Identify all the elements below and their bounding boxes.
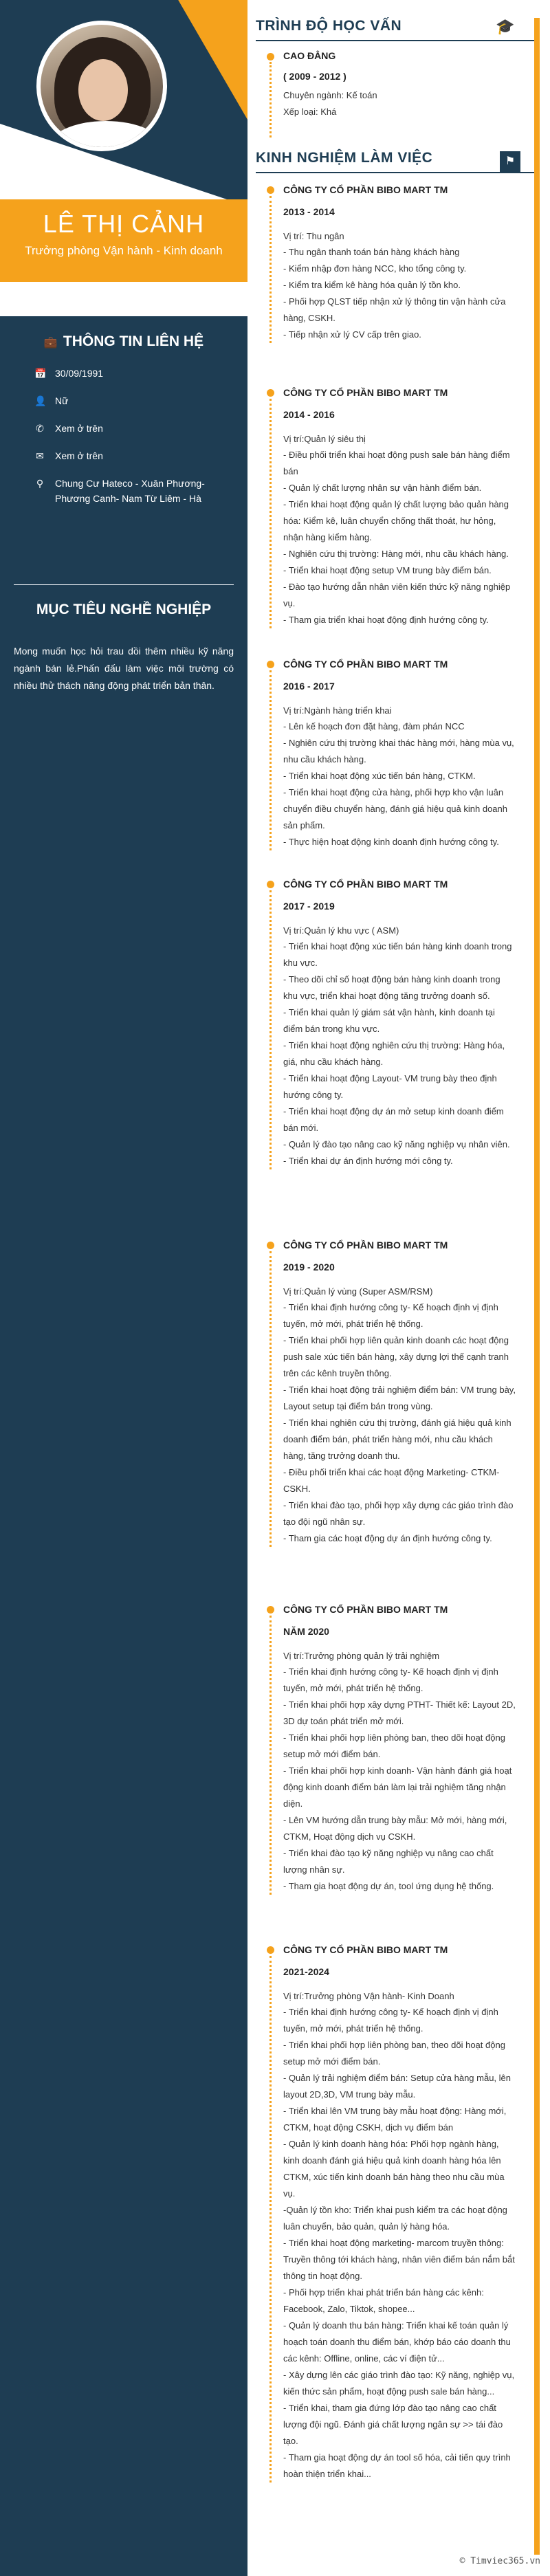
experience-duty: - Lên VM hướng dẫn trung bày mẫu: Mở mới, hàng mới, CTKM, Hoạt động dịch vụ CSKH.	[283, 1815, 507, 1842]
experience-duty: - Đào tạo hướng dẫn nhân viên kiến thức kỹ năng nghiệp vụ.	[283, 582, 511, 608]
experience-duty: - Triển khai định hướng công ty- Kế hoạch định vị định tuyến, mở mới, phát triển hệ thống.	[283, 1302, 498, 1329]
experience-duty: - Theo dõi chỉ số hoạt động bán hàng kinh doanh trong khu vực, triển khai hoạt động tăng trưởng doanh số.	[283, 974, 500, 1001]
education-item	[283, 48, 517, 120]
experience-duty: - Triển khai hoạt động dự án mở setup kinh doanh điểm bán mới.	[283, 1106, 504, 1133]
experience-duty: - Tham gia các hoạt động dự án định hướng công ty.	[283, 1533, 492, 1543]
timeline-line	[270, 1956, 272, 2483]
experience-role: Vị trí:Quản lý khu vực ( ASM)	[283, 925, 399, 936]
experience-item	[283, 877, 516, 1169]
location-icon: ⚲	[36, 478, 44, 489]
experience-company: CÔNG TY CỔ PHẦN BIBO MART TM	[283, 879, 448, 890]
timeline-line	[270, 1251, 272, 1547]
experience-duty: - Triển khai phối hợp kinh doanh- Vận hành đánh giá hoạt động kinh doanh điểm bán làm lại trải nghiệm tăng nhận diện.	[283, 1765, 512, 1809]
watermark: © Timviec365.vn	[459, 2556, 540, 2566]
timeline-line	[270, 670, 272, 850]
timeline-dot	[267, 186, 274, 194]
career-goal-text: Mong muốn học hỏi trau dồi thêm nhiều kỹ năng ngành bán lẻ.Phấn đấu làm việc môi trường có nhiều thử thách năng động phát triển bản thân.	[14, 646, 234, 691]
experience-duty: - Quản lý chất lượng nhân sự vận hành điểm bán.	[283, 483, 482, 493]
timeline-dot	[267, 661, 274, 668]
experience-years: 2013 - 2014	[283, 206, 335, 217]
experience-years: 2016 - 2017	[283, 681, 335, 692]
experience-item	[283, 1237, 516, 1547]
timeline-line	[270, 62, 272, 137]
experience-duty: - Triển khai nghiên cứu thị trường, đánh giá hiệu quả kinh doanh điểm bán, phát triển hàng mới, nhu cầu khách hàng, tăng trưởng doanh thu.	[283, 1418, 512, 1461]
experience-duty: - Triển khai phối hợp liên phòng ban, theo dõi hoạt động setup mở mới điểm bán.	[283, 1732, 505, 1759]
experience-duty: - Nghiên cứu thị trường: Hàng mới, nhu cầu khách hàng.	[283, 549, 509, 559]
experience-company: CÔNG TY CỔ PHẦN BIBO MART TM	[283, 659, 448, 670]
experience-duty: - Phối hợp triển khai phát triển bán hàng các kênh: Facebook, Zalo, Tiktok, shopee...	[283, 2287, 484, 2314]
experience-duty: - Triển khai phối hợp xây dựng PTHT- Thiết kế: Layout 2D, 3D dự toán phát triển mở mới.	[283, 1699, 516, 1726]
calendar-icon: 📅	[34, 368, 47, 379]
experience-duty: - Tham gia hoạt động dự án tool số hóa, cải tiến quy trình hoàn thiện triển khai...	[283, 2452, 511, 2479]
experience-role: Vị trí:Quản lý vùng (Super ASM/RSM)	[283, 1286, 433, 1297]
experience-duty: - Triển khai hoạt động setup VM trung bày điểm bán.	[283, 565, 492, 575]
experience-duty: - Kiểm nhập đơn hàng NCC, kho tổng công ty.	[283, 263, 467, 274]
experience-divider	[256, 172, 534, 173]
timeline-dot	[267, 1242, 274, 1249]
education-school: CAO ĐẲNG	[283, 50, 336, 61]
experience-company: CÔNG TY CỔ PHẦN BIBO MART TM	[283, 1240, 448, 1251]
phone-icon: ✆	[36, 423, 44, 434]
education-major: Chuyên ngành: Kế toán	[283, 90, 377, 100]
avatar	[36, 21, 167, 151]
experience-item	[283, 182, 516, 343]
experience-duties	[283, 447, 516, 628]
timeline-line	[270, 196, 272, 343]
timeline-line	[270, 399, 272, 628]
accent-stripe	[534, 18, 540, 2555]
experience-duty: - Điều phối triển khai các hoạt động Marketing- CTKM- CSKH.	[283, 1467, 500, 1494]
timeline-line	[270, 890, 272, 1169]
timeline-dot	[267, 53, 274, 60]
email-icon: ✉	[36, 450, 44, 461]
experience-duty: - Tham gia hoạt động dự án, tool ứng dụng hệ thống.	[283, 1881, 494, 1891]
timeline-line	[270, 1616, 272, 1895]
experience-duty: - Lên kế hoạch đơn đặt hàng, đàm phán NCC	[283, 721, 465, 731]
experience-years: 2021-2024	[283, 1966, 329, 1977]
contact-birthdate: 📅 30/09/1991	[34, 366, 234, 381]
experience-duty: - Triển khai định hướng công ty- Kế hoạch định vị định tuyến, mở mới, phát triển hệ thống.	[283, 2007, 498, 2034]
flag-icon: ⚑	[500, 151, 520, 172]
experience-years: 2019 - 2020	[283, 1262, 335, 1273]
experience-duty: - Phối hợp QLST tiếp nhận xử lý thông tin vận hành cửa hàng, CSKH.	[283, 296, 506, 323]
experience-duty: - Triển khai hoạt động Layout- VM trung bày theo định hướng công ty.	[283, 1073, 497, 1100]
experience-duty: - Triển khai đào tạo, phối hợp xây dựng các giáo trình đào tạo đội ngũ nhân sự.	[283, 1500, 514, 1527]
user-icon: 👤	[34, 395, 47, 406]
experience-duties	[283, 2004, 516, 2483]
experience-years: NĂM 2020	[283, 1626, 329, 1637]
experience-heading: KINH NGHIỆM LÀM VIỆC	[256, 150, 433, 166]
career-goal	[14, 584, 234, 694]
experience-duty: - Quản lý trải nghiệm điểm bán: Setup cửa hàng mẫu, lên layout 2D,3D, VM trung bày mẫu.	[283, 2073, 511, 2100]
experience-duties	[283, 1299, 516, 1547]
contact-phone: ✆ Xem ở trên	[34, 421, 234, 436]
education-grade: Xếp loại: Khá	[283, 107, 337, 117]
experience-duties	[283, 938, 516, 1169]
experience-duty: - Thực hiện hoạt động kinh doanh định hướng công ty.	[283, 837, 499, 847]
experience-item	[283, 385, 516, 628]
experience-duty: - Triển khai quản lý giám sát vận hành, kinh doanh tại điểm bán trong khu vực.	[283, 1007, 495, 1034]
experience-duty: - Thu ngân thanh toán bán hàng khách hàng	[283, 247, 460, 257]
experience-role: Vị trí:Quản lý siêu thị	[283, 434, 366, 444]
experience-duty: - Triển khai, tham gia đứng lớp đào tạo nâng cao chất lượng đội ngũ. Đánh giá chất lượng ngân sự >> tái đào tạo.	[283, 2403, 503, 2446]
graduation-cap-icon: 🎓	[496, 18, 515, 35]
profile-title: Trưởng phòng Vận hành - Kinh doanh	[25, 244, 223, 257]
experience-company: CÔNG TY CỔ PHẦN BIBO MART TM	[283, 387, 448, 398]
experience-duty: - Tiếp nhận xử lý CV cấp trên giao.	[283, 329, 421, 340]
experience-duty: - Triển khai hoạt động xúc tiến bán hàng kinh doanh trong khu vực.	[283, 941, 512, 968]
contact-email: ✉ Xem ở trên	[34, 448, 234, 463]
timeline-dot	[267, 1946, 274, 1954]
experience-duty: - Tham gia triển khai hoạt động định hướng công ty.	[283, 615, 489, 625]
experience-duties	[283, 1664, 516, 1895]
experience-duty: - Triển khai hoạt động xúc tiến bán hàng, CTKM.	[283, 771, 476, 781]
experience-duty: - Nghiên cứu thị trường khai thác hàng mới, hàng mùa vụ, nhu cầu khách hàng.	[283, 738, 514, 764]
experience-duty: - Quản lý kinh doanh hàng hóa: Phối hợp ngành hàng, kinh doanh đánh giá hiệu quả kinh doanh hàng hóa lên CTKM, xúc tiến kinh doanh bán hàng theo nhu cầu mùa vụ.	[283, 2139, 505, 2199]
timeline-dot	[267, 1606, 274, 1614]
contact-gender: 👤 Nữ	[34, 393, 234, 408]
education-divider	[256, 40, 534, 41]
experience-duty: - Quản lý đào tạo nâng cao kỹ năng nghiệp vụ nhân viên.	[283, 1139, 510, 1149]
contact-heading: 💼 THÔNG TIN LIÊN HỆ	[43, 333, 204, 349]
experience-item	[283, 1942, 516, 2483]
experience-duty: - Triển khai định hướng công ty- Kế hoạch định vị định tuyến, mở mới, phát triển hệ thống.	[283, 1666, 498, 1693]
experience-duty: - Triển khai hoạt động cửa hàng, phối hợp kho vận luân chuyển điều chuyển hàng, đánh giá hiệu quả kinh doanh sản phẩm.	[283, 787, 507, 830]
experience-duty: - Quản lý doanh thu bán hàng: Triển khai kế toán quản lý hoạch toán doanh thu điểm bán, khớp báo cáo doanh thu các kênh: Offline, online, các ví điện tử...	[283, 2320, 511, 2364]
experience-company: CÔNG TY CỔ PHẦN BIBO MART TM	[283, 1944, 448, 1955]
experience-duty: - Triển khai hoạt động marketing- marcom truyền thông: Truyền thông tới khách hàng, nhân viên điểm bán nắm bắt thông tin hoạt động.	[283, 2238, 515, 2281]
experience-duties	[283, 718, 516, 850]
experience-duty: - Triển khai đào tạo kỹ năng nghiệp vụ nâng cao chất lượng nhân sự.	[283, 1848, 494, 1875]
briefcase-icon: 💼	[43, 337, 58, 349]
experience-duty: - Triển khai dự án định hướng mới công ty.	[283, 1156, 453, 1166]
experience-duty: - Triển khai hoạt động trải nghiệm điểm bán: VM trung bày, Layout setup tại điểm bán trong vùng.	[283, 1385, 516, 1411]
education-heading: TRÌNH ĐỘ HỌC VẤN	[256, 18, 402, 34]
experience-duty: - Điều phối triển khai hoạt động push sale bán hàng điểm bán	[283, 450, 510, 476]
experience-duty: - Kiểm tra kiểm kê hàng hóa quản lý tồn kho.	[283, 280, 461, 290]
experience-role: Vị trí: Thu ngân	[283, 231, 344, 241]
experience-role: Vị trí:Trưởng phòng Vận hành- Kinh Doanh	[283, 1991, 454, 2001]
education-years: ( 2009 - 2012 )	[283, 71, 346, 82]
experience-duty: -Quản lý tồn kho: Triển khai push kiểm tra các hoạt động luân chuyển, bảo quản, quản lý hàng hóa.	[283, 2205, 507, 2232]
timeline-dot	[267, 389, 274, 397]
experience-item	[283, 657, 516, 850]
career-goal-heading: MỤC TIÊU NGHỀ NGHIỆP	[36, 602, 212, 617]
experience-duties	[283, 244, 516, 343]
timeline-dot	[267, 881, 274, 888]
experience-company: CÔNG TY CỔ PHẦN BIBO MART TM	[283, 184, 448, 195]
experience-duty: - Triển khai lên VM trung bày mẫu hoạt động: Hàng mới, CTKM, hoạt động CSKH, dịch vụ điểm bán	[283, 2106, 507, 2133]
experience-duty: - Triển khai hoạt động quản lý chất lượng bảo quản hàng hóa: Kiểm kê, luân chuyển chống thất thoát, hư hỏng, nhận hàng kiểm hàng.	[283, 499, 509, 542]
profile-name: LÊ THỊ CẢNH	[43, 210, 205, 238]
experience-duty: - Triển khai phối hợp liên phòng ban, theo dõi hoạt động setup mở mới điểm bán.	[283, 2040, 505, 2067]
experience-item	[283, 1602, 516, 1895]
experience-company: CÔNG TY CỔ PHẦN BIBO MART TM	[283, 1604, 448, 1615]
experience-role: Vị trí:Ngành hàng triển khai	[283, 705, 392, 716]
experience-years: 2014 - 2016	[283, 409, 335, 420]
main-content	[256, 0, 550, 2576]
experience-years: 2017 - 2019	[283, 901, 335, 912]
experience-duty: - Triển khai phối hợp liên quản kinh doanh các hoạt động push sale xúc tiến bán hàng, xây dựng lợi thế cạnh tranh trên các kênh truyền thông.	[283, 1335, 509, 1378]
contact-address: ⚲ Chung Cư Hateco - Xuân Phương- Phương Canh- Nam Từ Liêm - Hà	[34, 476, 227, 506]
experience-duty: - Xây dựng lên các giáo trình đào tạo: Kỹ năng, nghiệp vụ, kiến thức sản phẩm, hoạt động push sale bán hàng...	[283, 2370, 515, 2397]
experience-role: Vị trí:Trưởng phòng quản lý trải nghiệm	[283, 1651, 440, 1661]
sidebar	[0, 0, 248, 2576]
experience-duty: - Triển khai hoạt động nghiên cứu thị trường: Hàng hóa, giá, nhu cầu khách hàng.	[283, 1040, 505, 1067]
